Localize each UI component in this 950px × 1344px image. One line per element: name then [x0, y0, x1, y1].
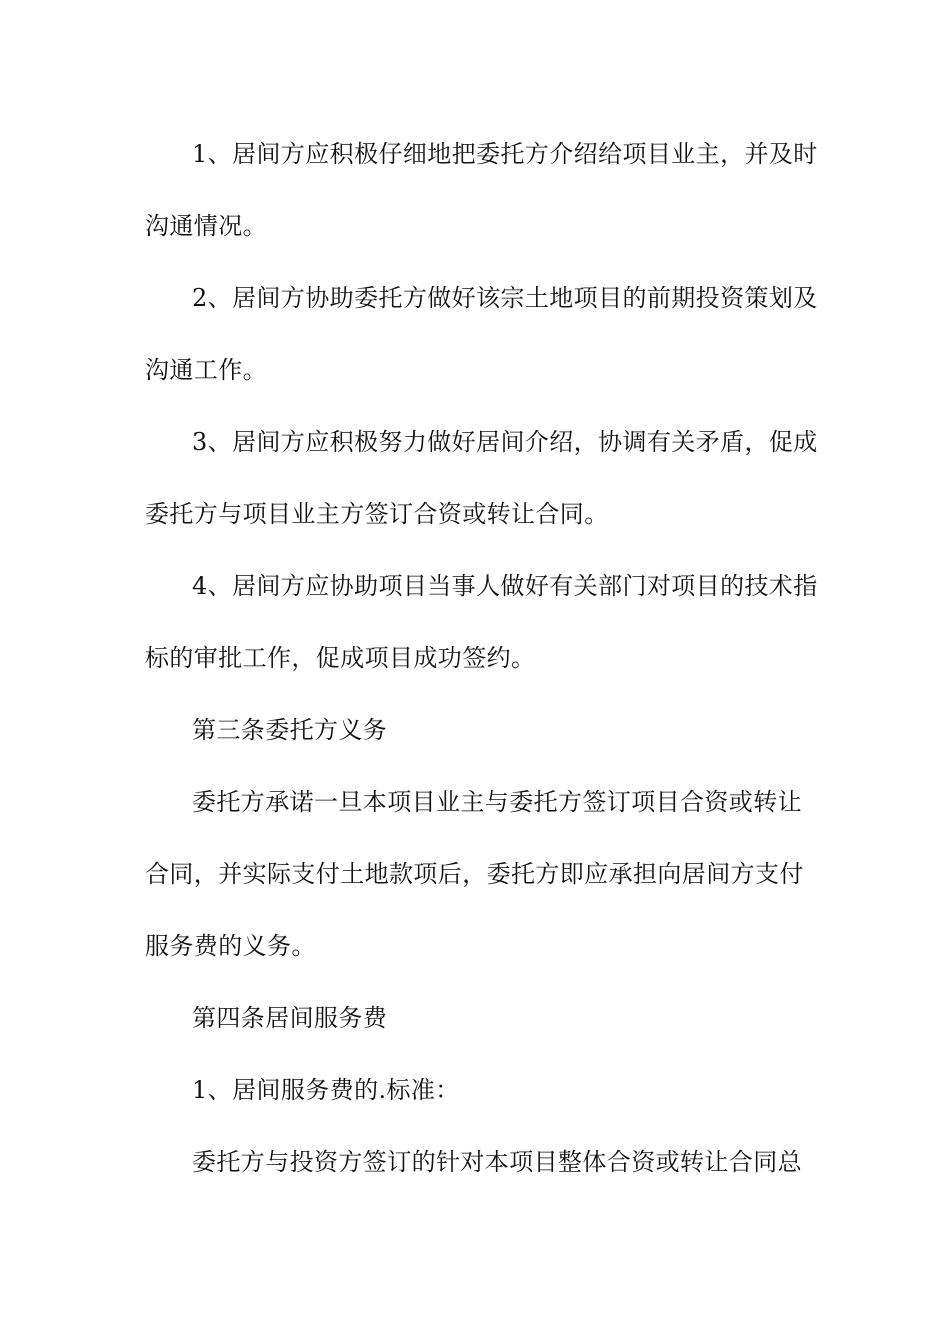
clause-3-heading: 第三条委托方义务	[192, 716, 388, 744]
clause-3-body-line-2: 合同，并实际支付土地款项后，委托方即应承担向居间方支付	[145, 860, 804, 888]
clause-4-heading: 第四条居间服务费	[192, 1004, 388, 1032]
clause-2-item-2-line-2: 沟通工作。	[145, 356, 267, 384]
clause-2-item-3-line-1: 3、居间方应积极努力做好居间介绍，协调有关矛盾，促成	[192, 428, 818, 456]
clause-2-item-4-line-2: 标的审批工作，促成项目成功签约。	[145, 644, 536, 672]
clause-4-body-line-1: 委托方与投资方签订的针对本项目整体合资或转让合同总	[192, 1148, 802, 1176]
clause-2-item-1-line-2: 沟通情况。	[145, 212, 267, 240]
clause-3-body-line-1: 委托方承诺一旦本项目业主与委托方签订项目合资或转让	[192, 788, 802, 816]
clause-2-item-1-line-1: 1、居间方应积极仔细地把委托方介绍给项目业主，并及时	[192, 140, 818, 168]
clause-2-item-2-line-1: 2、居间方协助委托方做好该宗土地项目的前期投资策划及	[192, 284, 818, 312]
clause-2-item-3-line-2: 委托方与项目业主方签订合资或转让合同。	[145, 500, 609, 528]
clause-4-item-1: 1、居间服务费的.标准：	[192, 1076, 460, 1104]
clause-2-item-4-line-1: 4、居间方应协助项目当事人做好有关部门对项目的技术指	[192, 572, 818, 600]
clause-3-body-line-3: 服务费的义务。	[145, 932, 316, 960]
